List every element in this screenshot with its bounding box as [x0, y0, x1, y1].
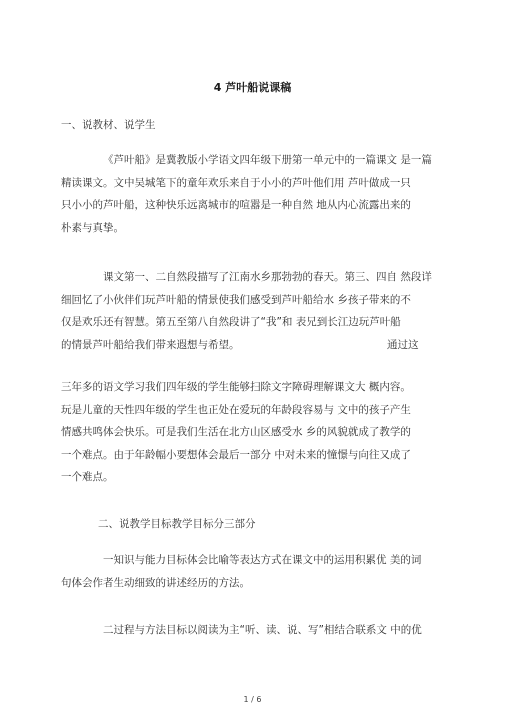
section-heading-1: 一、说教材、说学生 — [61, 119, 156, 131]
page-number: 1 / 6 — [243, 695, 262, 704]
paragraph-3 — [61, 376, 443, 489]
text-segment: 通过这 — [387, 338, 419, 351]
text-line: 句体会作者生动细致的讲述经历的方法。 — [61, 576, 250, 589]
paragraph-4 — [61, 549, 443, 594]
text-line — [61, 334, 443, 357]
section-heading-2: 二、说教学目标教学目标分三部分 — [98, 518, 256, 530]
text-line: 只小小的芦叶船，这种快乐远离城市的喧嚣是一种自然 地从内心流露出来的 — [61, 199, 411, 211]
text-line: 细回忆了小伙伴们玩芦叶船的情景使我们感受到芦叶船给水 乡孩子带来的不 — [61, 293, 411, 306]
text-line: 《芦叶船》是冀教版小学语文四年级下册第一单元中的一篇课文 是一篇 — [103, 154, 432, 166]
text-line: 精读课文。文中吴城笔下的童年欢乐来自于小小的芦叶他们用 芦叶做成一只 — [61, 176, 411, 189]
text-line: 三年多的语文学习我们四年级的学生能够扫除文字障碍理解课文大 概内容。 — [61, 381, 411, 393]
document-title: 4 芦叶船说课稿 — [213, 81, 292, 94]
text-line: 一个难点。由于年龄幅小要想体会最后一部分 中对未来的憧憬与向往又成了 — [61, 448, 411, 461]
text-line: 课文第一、二自然段描写了江南水乡那勃勃的春天。第三、四自 然段详 — [103, 271, 432, 283]
text-line: 一知识与能力目标体会比喻等表达方式在课文中的运用积累优 美的词 — [103, 554, 422, 566]
text-line: 情感共鸣体会快乐。可是我们生活在北方山区感受水 乡的风貌就成了教学的 — [61, 426, 411, 438]
text-line: 二过程与方法目标以阅读为主“听、读、说、写”相结合联系文 中的优 — [103, 624, 422, 636]
text-line: 仅是欢乐还有智慧。第五至第八自然段讲了“我”和 表兄到长江边玩芦叶船 — [61, 316, 401, 328]
paragraph-2 — [61, 266, 443, 356]
text-line: 朴素与真挚。 — [61, 221, 124, 234]
text-line: 玩是儿童的天性四年级的学生也正处在爱玩的年龄段容易与 文中的孩子产生 — [61, 403, 411, 416]
paragraph-5 — [61, 619, 443, 642]
text-line: 一个难点。 — [61, 471, 114, 483]
paragraph-1 — [61, 149, 443, 239]
text-segment: 的情景芦叶船给我们带来遐想与希望。 — [61, 338, 240, 351]
